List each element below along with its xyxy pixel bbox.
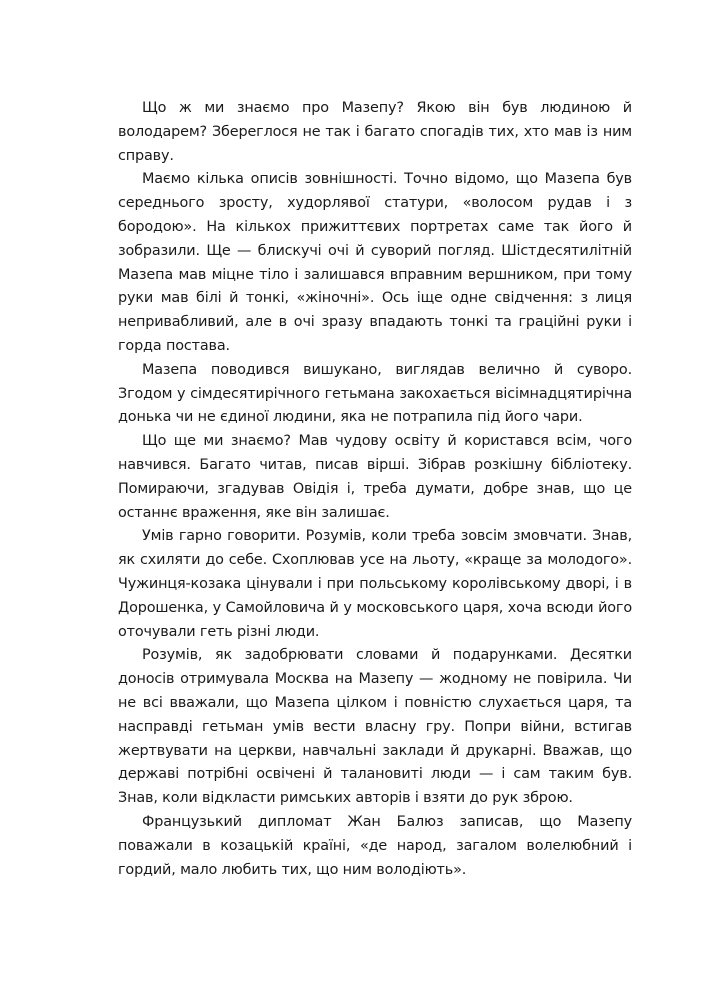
- paragraph-5: Умів гарно говорити. Розумів, коли треба зовсім змовчати. Знав, як схиляти до себе. Схоплював усе на льоту, «краще за молодого». Чужинця-козака цінували і при польському королівському дворі, і в Дорошенка, у Самойловича й у московського царя, хоча всюди його оточували геть різні люди.: [118, 528, 632, 640]
- paragraph-1: Що ж ми знаємо про Мазепу? Якою він був людиною й володарем? Збереглося не так і багато спогадів тих, хто мав із ним справу.: [118, 100, 632, 164]
- paragraph-6: Розумів, як задобрювати словами й подарунками. Десятки доносів отримувала Москва на Мазепу — жодному не повірила. Чи не всі вважали, що Мазепа цілком і повністю слухається царя, та насправді гетьман умів вести власну гру. Попри війни, встигав жертвувати на церкви, навчальні заклади й друкарні. Вважав, що державі потрібні освічені й талановиті люди — і сам таким був. Знав, коли відкласти римських авторів і взяти до рук зброю.: [118, 647, 632, 807]
- page-body: [118, 97, 632, 882]
- paragraph-3: Мазепа поводився вишукано, виглядав велично й суворо. Згодом у сімдесятирічного гетьмана закохається вісімнадцятирічна донька чи не єдиної людини, яка не потрапила під його чари.: [118, 361, 632, 426]
- paragraph-7: Французький дипломат Жан Балюз записав, що Мазепу поважали в козацькій країні, «де народ, загалом волелюбний і гордий, мало любить тих, що ним володіють».: [118, 813, 632, 878]
- paragraph-4: Що ще ми знаємо? Мав чудову освіту й користався всім, чого навчився. Багато читав, писав вірші. Зібрав розкішну бібліотеку. Помираючи, згадував Овідія і, треба думати, добре знав, що це останнє враження, яке він залишає.: [118, 433, 632, 521]
- paragraph-2: Маємо кілька описів зовнішності. Точно відомо, що Мазепа був середнього зросту, худорлявої статури, «волосом рудав і з бородою». На кількох прижиттєвих портретах саме так його й зобразили. Ще — блискучі очі й суворий погляд. Шістдесятилітній Мазепа мав міцне тіло і залишався вправним вершником, при тому руки мав білі й тонкі, «жіночні». Ось іще одне свідчення: з лиця непривабливий, але в очі зразу впадають тонкі та граційні руки і горда постава.: [118, 171, 632, 354]
